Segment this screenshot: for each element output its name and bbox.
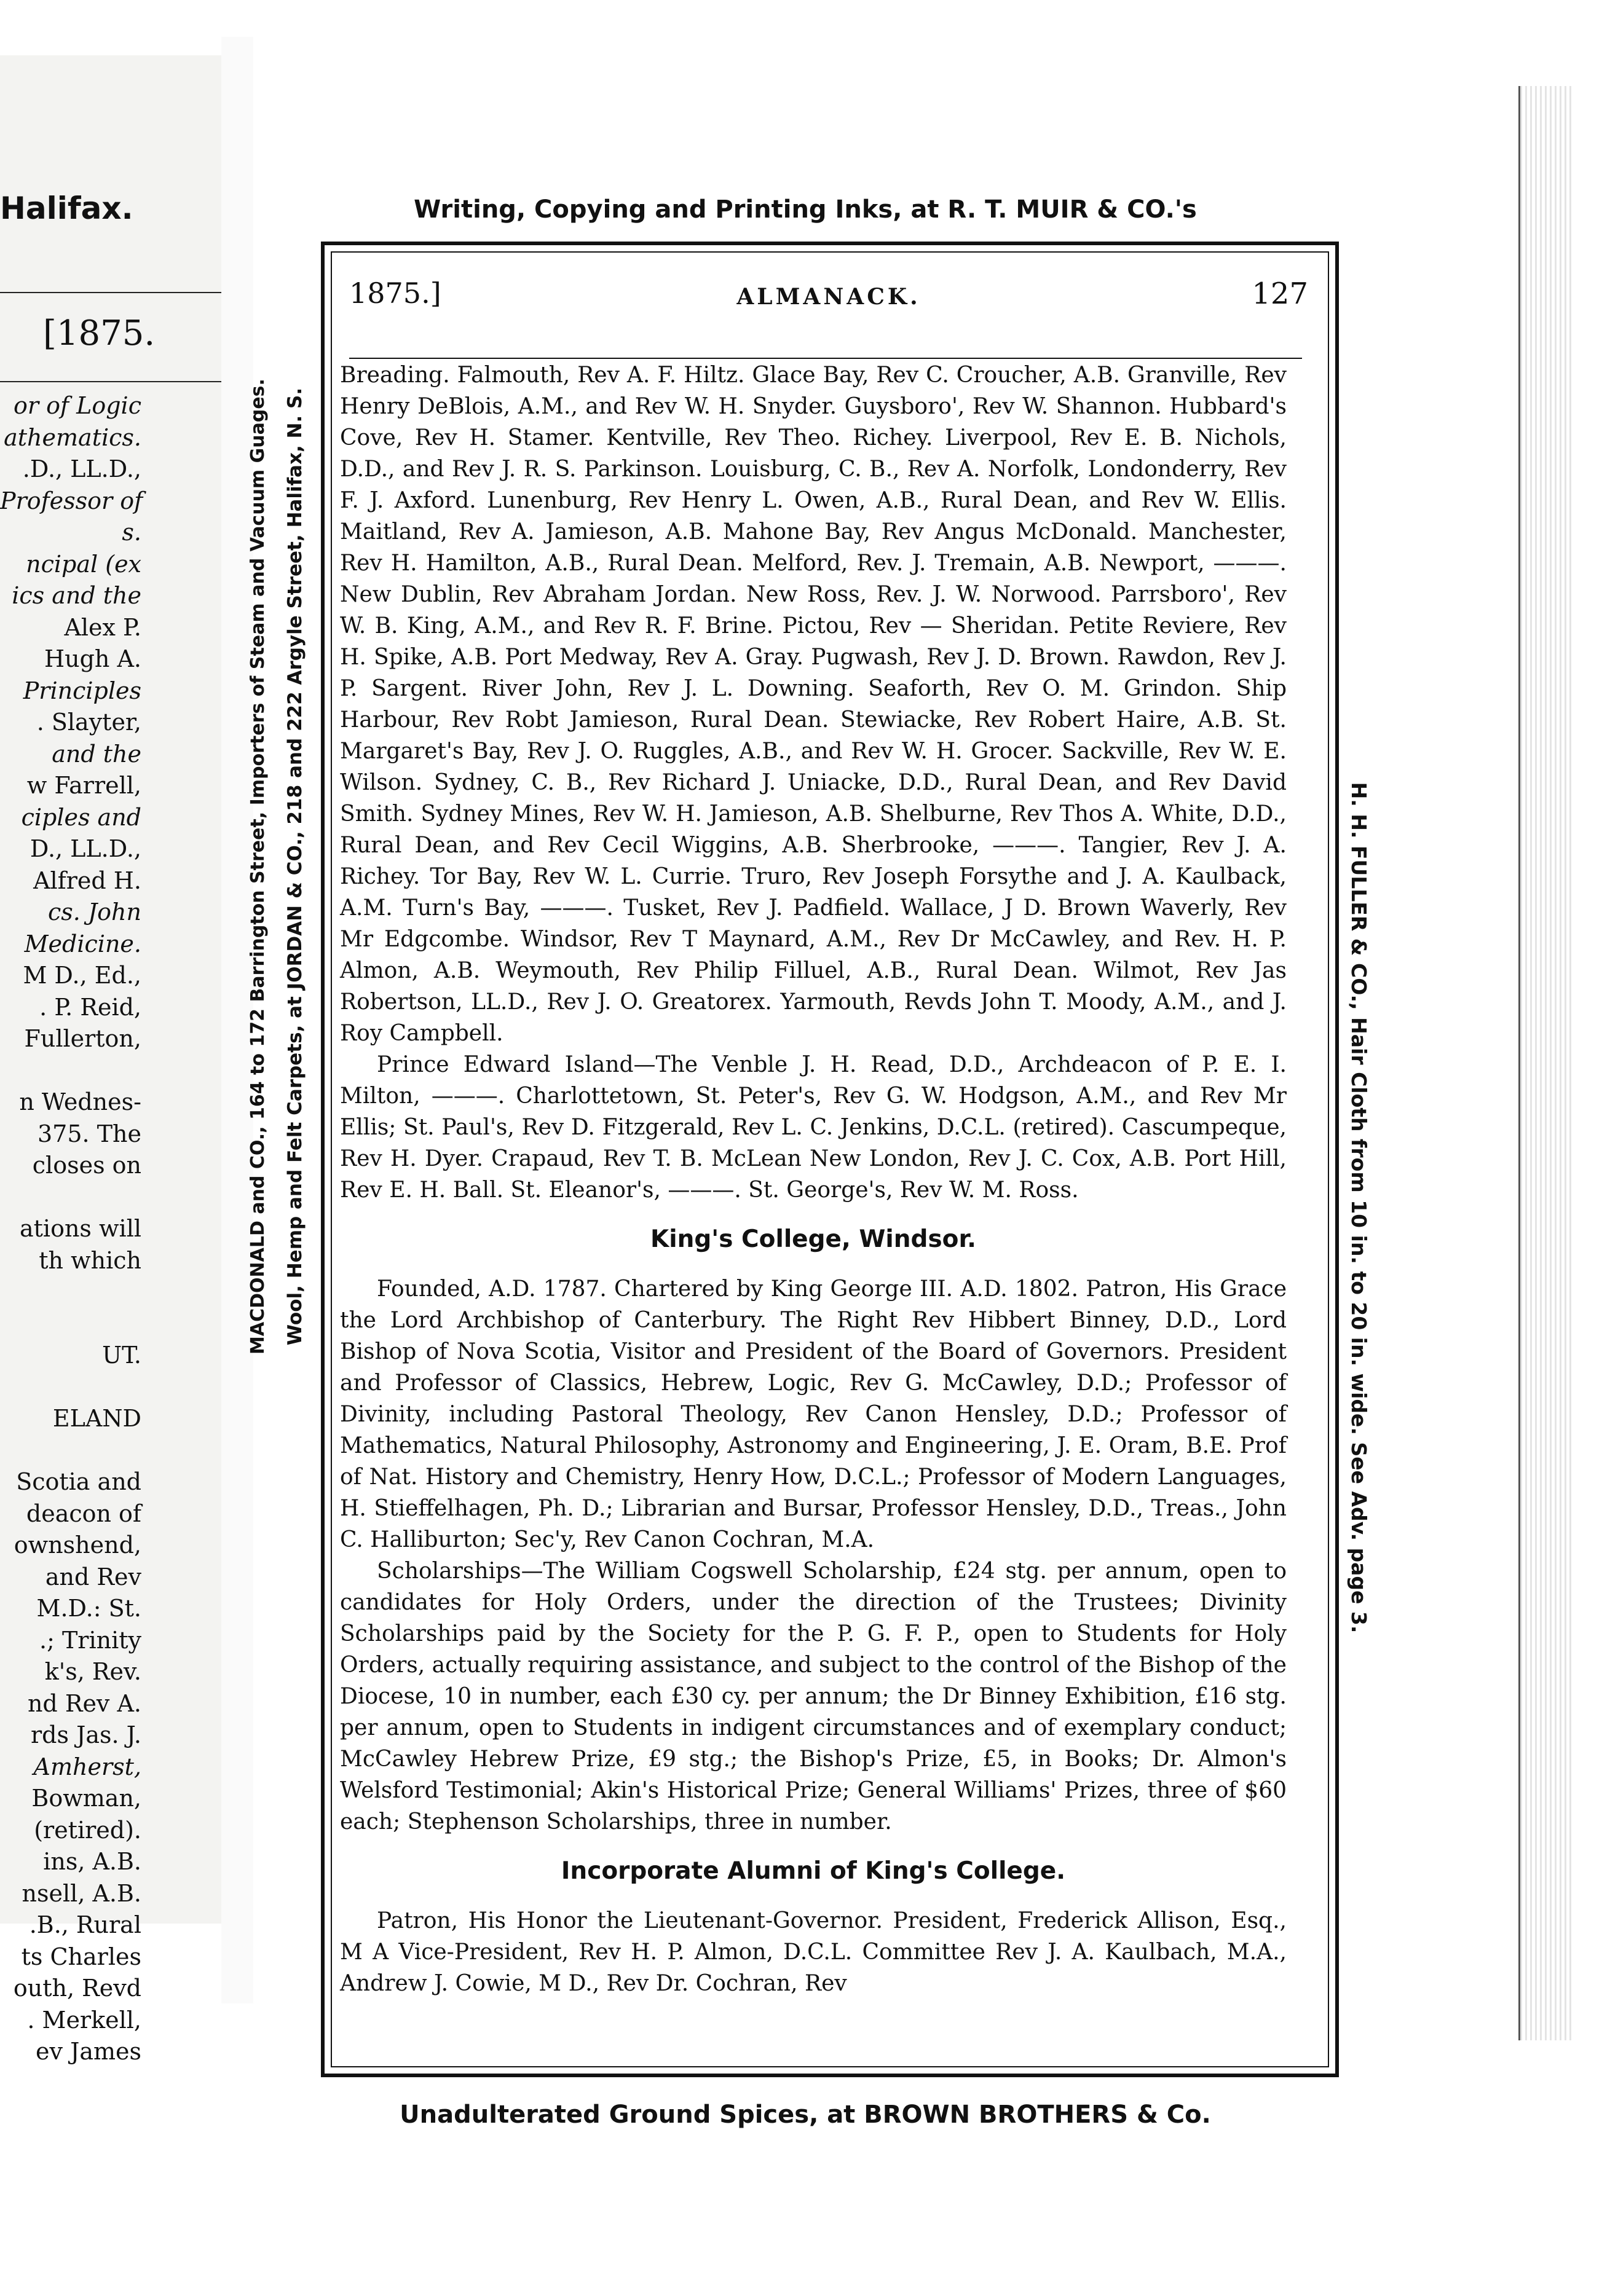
- left-page-line: .B., Rural: [29, 1911, 141, 1938]
- alumni-paragraph: Patron, His Honor the Lieutenant-Governor. President, Frederick Allison, Esq., M A Vice-President, Rev H. P. Almon, D.C.L. Committee Rev J. A. Kaulbach, M.A., Andrew J. Cowie, M D., Rev Dr. Cochran, Rev: [340, 1908, 1287, 1996]
- scholarships-paragraph: Scholarships—The William Cogswell Scholarship, £24 stg. per annum, open to candidates for Holy Orders, under the direction of the Trustees; Divinity Scholarships paid by the Society for the P. G. F. P., open to Students for Holy Orders, actually requiring assistance, and subject to the control of the Bishop of the Diocese, 10 in number, each £30 cy. per annum; the Dr Binney Exhibition, £16 stg. per annum, open to Students in indigent circumstances and of exemplary conduct; McCawley Hebrew Prize, £9 stg.; the Bishop's Prize, £5, in Books; Dr. Almon's Welsford Testimonial; Akin's Historical Prize; General Williams' Prizes, three of $60 each; Stephenson Scholarships, three in number.: [340, 1559, 1287, 1834]
- prince-edward-island-paragraph: Prince Edward Island—The Venble J. H. Read, D.D., Archdeacon of P. E. I. Milton, ———. Charlottetown, St. Peter's, Rev G. W. Hodgson, A.M., and Rev Mr Ellis; St. Paul's, Rev D. Fitzgerald, Rev L. C. Jenkins, D.C.L. (retired). Cascumpeque, Rev H. Dyer. Crapaud, Rev T. B. McLean New London, Rev J. C. Cox, A.B. Port Hill, Rev E. H. Ball. St. Eleanor's, ———. St. George's, Rev W. M. Ross.: [340, 1052, 1287, 1203]
- header-rule: [349, 358, 1302, 359]
- left-page-line: . Slayter,: [36, 709, 141, 736]
- left-page-line: 375. The: [37, 1120, 141, 1147]
- top-advertisement: Writing, Copying and Printing Inks, at R. T. MUIR & CO.'s: [414, 195, 1197, 224]
- bottom-advertisement: Unadulterated Ground Spices, at BROWN BROTHERS & Co.: [400, 2101, 1211, 2129]
- left-page-line: ts Charles: [21, 1943, 141, 1970]
- left-page-line: .D., LL.D.,: [22, 455, 141, 482]
- left-page-rule: [0, 292, 221, 293]
- left-page-line: cs. John: [48, 898, 141, 926]
- left-page-line: Alex P.: [64, 613, 141, 641]
- left-page-line: Amherst,: [33, 1753, 141, 1780]
- header-title: ALMANACK.: [736, 284, 921, 310]
- left-page-line: . Merkell,: [27, 2006, 141, 2034]
- left-page-line: closes on: [32, 1152, 141, 1179]
- left-page-line: [0, 1276, 141, 1308]
- left-page-line: n Wednes-: [19, 1088, 141, 1115]
- left-page-line: (retired).: [34, 1816, 141, 1844]
- page-content: [340, 360, 1287, 1999]
- left-margin-ad-jordan: Wool, Hemp and Felt Carpets, at JORDAN & CO., 218 and 222 Argyle Street, Halifax, N. S.: [284, 387, 306, 1346]
- kings-college-officers-paragraph: Founded, A.D. 1787. Chartered by King George III. A.D. 1802. Patron, His Grace the Lord Archbishop of Canterbury. The Right Rev Hibbert Binney, D.D., Lord Bishop of Nova Scotia, Visitor and President of the Board of Governors. President and Professor of Classics, Hebrew, Logic, Rev G. McCawley, D.D.; Professor of Divinity, including Pastoral Theology, Rev Canon Hensley, D.D.; Professor of Mathematics, Natural Philosophy, Astronomy and Engineering, J. E. Oram, B.E. Prof of Nat. History and Chemistry, Henry How, D.C.L.; Professor of Modern Languages, H. Stieffelhagen, Ph. D.; Librarian and Bursar, Professor Hensley, D.D., Treas., John C. Halliburton; Sec'y, Rev Canon Cochran, M.A.: [340, 1276, 1287, 1552]
- book-edge: [1500, 0, 1618, 2296]
- left-page-line: athematics.: [4, 423, 141, 451]
- left-page-line: .; Trinity: [39, 1626, 141, 1654]
- left-page-line: Hugh A.: [44, 645, 141, 672]
- nova-scotia-clergy-list: [340, 360, 1287, 1206]
- left-page-line: [0, 1372, 141, 1404]
- left-page-rule: [0, 381, 221, 382]
- page-stack: [1518, 86, 1573, 2040]
- left-page-line: M D., Ed.,: [23, 962, 141, 989]
- left-page-line: [0, 1308, 141, 1340]
- left-page-line: rds Jas. J.: [31, 1721, 141, 1748]
- left-page-line: or of Logic: [13, 392, 141, 419]
- page-number: 127: [1252, 277, 1308, 311]
- left-page-line: [0, 1055, 141, 1087]
- left-page-line: Fullerton,: [24, 1025, 141, 1052]
- left-page-line: D., LL.D.,: [30, 835, 141, 862]
- alumni-heading: Incorporate Alumni of King's College.: [561, 1857, 1066, 1885]
- kings-college-section: [340, 1273, 1287, 1838]
- left-page-line: ciples and: [21, 803, 141, 831]
- left-page-line: ncipal (ex: [26, 550, 141, 578]
- left-page-line: ations will: [20, 1215, 141, 1242]
- left-page-line: Medicine.: [24, 930, 141, 957]
- left-page-line: th which: [39, 1246, 141, 1274]
- left-margin-ad-macdonald: MACDONALD and CO., 164 to 172 Barrington Street, Importers of Steam and Vacuum Guages.: [247, 379, 269, 1354]
- left-page-line: Professor of: [0, 487, 143, 514]
- left-page-line: nsell, A.B.: [22, 1879, 141, 1907]
- left-page-line: w Farrell,: [26, 772, 141, 799]
- header-year: 1875.]: [349, 277, 441, 310]
- left-page-line: k's, Rev.: [44, 1658, 141, 1685]
- running-header: [349, 277, 1308, 320]
- left-page-line: Principles: [23, 677, 141, 704]
- left-page-line: ics and the: [12, 582, 141, 609]
- left-page-line: ev James: [36, 2038, 141, 2065]
- kings-college-heading: King's College, Windsor.: [650, 1225, 976, 1253]
- left-page-text: [0, 390, 141, 2068]
- left-page-header: Halifax.: [0, 191, 133, 226]
- left-page-line: UT.: [102, 1342, 141, 1369]
- left-page-line: s.: [122, 519, 141, 546]
- right-margin-advertisement: H. H. FULLER & CO., Hair Cloth from 10 in. to 20 in. wide. See Adv. page 3.: [1347, 782, 1371, 1634]
- left-page-line: Bowman,: [31, 1785, 141, 1812]
- left-page-line: and the: [52, 740, 141, 768]
- left-page-line: ownshend,: [14, 1531, 141, 1559]
- left-page-line: outh, Revd: [13, 1975, 141, 2002]
- left-page-year: [1875.: [43, 313, 156, 353]
- left-page-line: [0, 1182, 141, 1214]
- left-page-line: nd Rev A.: [27, 1689, 141, 1717]
- left-page-line: Scotia and: [16, 1468, 141, 1495]
- left-page-line: and Rev: [45, 1563, 141, 1590]
- left-page-fragment: [0, 55, 223, 2065]
- left-page-line: Alfred H.: [33, 867, 141, 894]
- left-page-line: [0, 1435, 141, 1467]
- left-page-line: deacon of: [26, 1500, 141, 1527]
- alumni-section: [340, 1905, 1287, 1999]
- left-page-line: . P. Reid,: [39, 993, 141, 1021]
- left-page-line: M.D.: St.: [36, 1595, 141, 1622]
- left-page-line: ins, A.B.: [43, 1848, 141, 1875]
- left-page-line: ELAND: [52, 1405, 141, 1432]
- left-margin-advertisements: [240, 55, 314, 1678]
- clergy-paragraph: Breading. Falmouth, Rev A. F. Hiltz. Glace Bay, Rev C. Croucher, A.B. Granville, Rev Henry DeBlois, A.M., and Rev W. H. Snyder. Guysboro', Rev W. Shannon. Hubbard's Cove, Rev H. Stamer. Kentville, Rev Theo. Richey. Liverpool, Rev E. B. Nichols, D.D., and Rev J. R. S. Parkinson. Louisburg, C. B., Rev A. Norfolk, Londonderry, Rev F. J. Axford. Lunenburg, Rev Henry L. Owen, A.B., Rural Dean, and Rev W. Ellis. Maitland, Rev A. Jamieson, A.B. Mahone Bay, Rev Angus McDonald. Manchester, Rev H. Hamilton, A.B., Rural Dean. Melford, Rev. J. Tremain, A.B. Newport, ———. New Dublin, Rev Abraham Jordan. New Ross, Rev. J. W. Norwood. Parrsboro', Rev W. B. King, A.M., and Rev R. F. Brine. Pictou, Rev — Sheridan. Petite Reviere, Rev H. Spike, A.B. Port Medway, Rev A. Gray. Pugwash, Rev J. D. Brown. Rawdon, Rev J. P. Sargent. River John, Rev J. L. Downing. Seaforth, Rev O. M. Grindon. Ship Harbour, Rev Robt Jamieson, Rural Dean. Stewiacke, Rev Robert Haire, A.B. St. Margaret's Bay, Rev J. O. Ruggles, A.B., and Rev W. H. Grocer. Sackville, Rev W. E. Wilson. Sydney, C. B., Rev Richard J. Uniacke, D.D., Rural Dean, and Rev David Smith. Sydney Mines, Rev W. H. Jamieson, A.B. Shelburne, Rev Thos A. White, D.D., Rural Dean, and Rev Cecil Wiggins, A.B. Sherbrooke, ———. Tangier, Rev J. A. Richey. Tor Bay, Rev W. L. Currie. Truro, Rev Joseph Forsythe and J. A. Kaulback, A.M. Turn's Bay, ———. Tusket, Rev J. Padfield. Wallace, J D. Brown Waverly, Rev Mr Edgcombe. Windsor, Rev T Maynard, A.M., Rev Dr McCawley, and Rev. H. P. Almon, A.B. Weymouth, Rev Philip Filluel, A.B., Rural Dean. Wilmot, Rev Jas Robertson, LL.D., Rev J. O. Greatorex. Yarmouth, Revds John T. Moody, A.M., and J. Roy Campbell.: [340, 363, 1287, 1046]
